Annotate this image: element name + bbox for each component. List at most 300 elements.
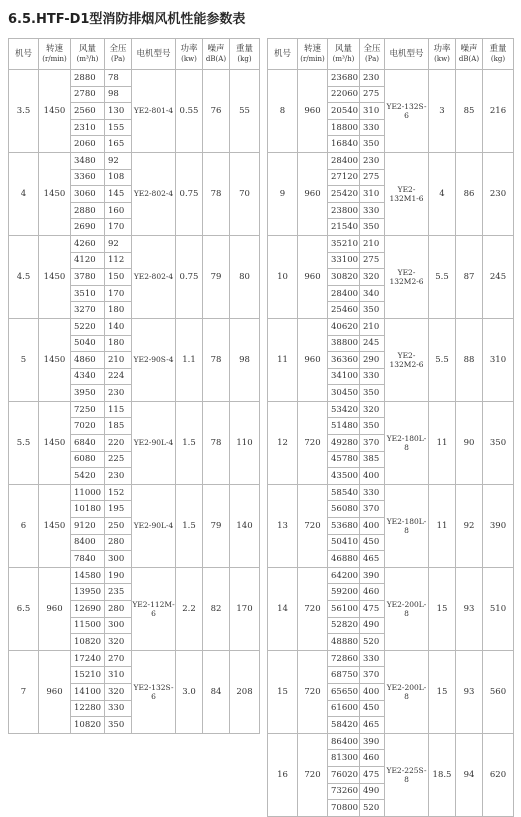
- header-unit: (kw): [181, 55, 197, 63]
- header-unit: (kw): [434, 55, 450, 63]
- power-cell: 5.5: [429, 235, 456, 318]
- fan-number: 6: [9, 484, 39, 567]
- fan-number: 11: [268, 318, 298, 401]
- noise-cell: 84: [203, 650, 230, 733]
- header-label: 风量: [78, 44, 96, 54]
- flow-cell: 56100: [328, 601, 360, 618]
- pressure-cell: 300: [105, 617, 132, 634]
- pressure-cell: 475: [360, 601, 385, 618]
- pressure-cell: 350: [105, 717, 132, 734]
- pressure-cell: 152: [105, 484, 132, 501]
- power-cell: 1.1: [176, 318, 203, 401]
- header-label: 全压: [109, 44, 127, 54]
- pressure-cell: 185: [105, 418, 132, 435]
- pressure-cell: 130: [105, 103, 132, 120]
- power-cell: 11: [429, 484, 456, 567]
- header-label: 重量: [235, 44, 253, 54]
- header-row: [268, 39, 514, 70]
- table-row: [268, 401, 514, 418]
- flow-cell: 48880: [328, 634, 360, 651]
- speed-cell: 960: [298, 152, 328, 235]
- flow-cell: 2310: [71, 119, 105, 136]
- pressure-cell: 150: [105, 269, 132, 286]
- speed-cell: 960: [39, 650, 71, 733]
- pressure-cell: 330: [360, 650, 385, 667]
- table-row: [268, 70, 514, 87]
- fan-number: 6.5: [9, 567, 39, 650]
- flow-cell: 33100: [328, 252, 360, 269]
- flow-cell: 53420: [328, 401, 360, 418]
- speed-cell: 720: [298, 650, 328, 733]
- pressure-cell: 275: [360, 169, 385, 186]
- flow-cell: 12690: [71, 601, 105, 618]
- pressure-cell: 220: [105, 435, 132, 452]
- flow-cell: 65650: [328, 683, 360, 700]
- flow-cell: 2060: [71, 136, 105, 153]
- flow-cell: 6840: [71, 435, 105, 452]
- pressure-cell: 230: [105, 385, 132, 402]
- noise-cell: 76: [203, 70, 230, 153]
- power-cell: 18.5: [429, 733, 456, 816]
- pressure-cell: 350: [360, 302, 385, 319]
- flow-cell: 4260: [71, 235, 105, 252]
- weight-cell: 230: [483, 152, 514, 235]
- header-noise: [456, 39, 483, 70]
- flow-cell: 18800: [328, 119, 360, 136]
- motor-model: YE2-225S-8: [385, 733, 429, 816]
- pressure-cell: 490: [360, 617, 385, 634]
- weight-cell: 216: [483, 70, 514, 153]
- table-row: [9, 650, 260, 667]
- flow-cell: 11500: [71, 617, 105, 634]
- header-label: 电机型号: [389, 49, 424, 59]
- pressure-cell: 330: [360, 119, 385, 136]
- flow-cell: 86400: [328, 733, 360, 750]
- pressure-cell: 165: [105, 136, 132, 153]
- pressure-cell: 275: [360, 86, 385, 103]
- power-cell: 1.5: [176, 401, 203, 484]
- table-row: [9, 401, 260, 418]
- header-motor: [132, 39, 176, 70]
- flow-cell: 3270: [71, 302, 105, 319]
- pressure-cell: 92: [105, 152, 132, 169]
- flow-cell: 14100: [71, 683, 105, 700]
- header-unit: (Pa): [364, 55, 380, 63]
- pressure-cell: 250: [105, 518, 132, 535]
- speed-cell: 1450: [39, 401, 71, 484]
- motor-model: YE2-132M1-6: [385, 152, 429, 235]
- flow-cell: 59200: [328, 584, 360, 601]
- weight-cell: 170: [230, 567, 260, 650]
- pressure-cell: 170: [105, 285, 132, 302]
- flow-cell: 28400: [328, 285, 360, 302]
- motor-model: YE2-132S-6: [132, 650, 176, 733]
- flow-cell: 52820: [328, 617, 360, 634]
- motor-model: YE2-132S-6: [385, 70, 429, 153]
- flow-cell: 17240: [71, 650, 105, 667]
- noise-cell: 92: [456, 484, 483, 567]
- header-flow: [328, 39, 360, 70]
- flow-cell: 45780: [328, 451, 360, 468]
- header-pressure: [105, 39, 132, 70]
- flow-cell: 38800: [328, 335, 360, 352]
- speed-cell: 1450: [39, 484, 71, 567]
- header-no: [9, 39, 39, 70]
- fan-number: 3.5: [9, 70, 39, 153]
- table-row: [268, 650, 514, 667]
- flow-cell: 3950: [71, 385, 105, 402]
- flow-cell: 2780: [71, 86, 105, 103]
- noise-cell: 87: [456, 235, 483, 318]
- power-cell: 11: [429, 401, 456, 484]
- pressure-cell: 370: [360, 435, 385, 452]
- flow-cell: 73260: [328, 783, 360, 800]
- flow-cell: 76020: [328, 766, 360, 783]
- weight-cell: 620: [483, 733, 514, 816]
- weight-cell: 110: [230, 401, 260, 484]
- fan-number: 5.5: [9, 401, 39, 484]
- header-unit: dB(A): [458, 55, 480, 63]
- fan-number: 5: [9, 318, 39, 401]
- motor-model: YE2-802-4: [132, 235, 176, 318]
- header-noise: [203, 39, 230, 70]
- header-label: 风量: [334, 44, 352, 54]
- flow-cell: 7020: [71, 418, 105, 435]
- speed-cell: 960: [39, 567, 71, 650]
- flow-cell: 4340: [71, 368, 105, 385]
- flow-cell: 51480: [328, 418, 360, 435]
- flow-cell: 3360: [71, 169, 105, 186]
- flow-cell: 5420: [71, 468, 105, 485]
- flow-cell: 23680: [328, 70, 360, 87]
- flow-cell: 4120: [71, 252, 105, 269]
- flow-cell: 5220: [71, 318, 105, 335]
- flow-cell: 5040: [71, 335, 105, 352]
- pressure-cell: 230: [360, 152, 385, 169]
- flow-cell: 20540: [328, 103, 360, 120]
- header-unit: dB(A): [205, 55, 227, 63]
- pressure-cell: 460: [360, 750, 385, 767]
- noise-cell: 78: [203, 152, 230, 235]
- fan-number: 15: [268, 650, 298, 733]
- spec-table-right: [267, 38, 514, 817]
- table-row: [9, 152, 260, 169]
- pressure-cell: 320: [105, 683, 132, 700]
- pressure-cell: 320: [360, 269, 385, 286]
- flow-cell: 68750: [328, 667, 360, 684]
- noise-cell: 78: [203, 318, 230, 401]
- pressure-cell: 320: [105, 634, 132, 651]
- flow-cell: 30450: [328, 385, 360, 402]
- pressure-cell: 310: [360, 186, 385, 203]
- pressure-cell: 230: [360, 70, 385, 87]
- pressure-cell: 280: [105, 601, 132, 618]
- fan-number: 8: [268, 70, 298, 153]
- pressure-cell: 210: [360, 318, 385, 335]
- flow-cell: 28400: [328, 152, 360, 169]
- fan-number: 12: [268, 401, 298, 484]
- pressure-cell: 78: [105, 70, 132, 87]
- table-row: [268, 318, 514, 335]
- flow-cell: 40620: [328, 318, 360, 335]
- noise-cell: 86: [456, 152, 483, 235]
- header-power: [429, 39, 456, 70]
- weight-cell: 208: [230, 650, 260, 733]
- speed-cell: 960: [298, 318, 328, 401]
- pressure-cell: 330: [360, 202, 385, 219]
- fan-number: 7: [9, 650, 39, 733]
- speed-cell: 1450: [39, 70, 71, 153]
- header-label: 机号: [273, 49, 291, 59]
- weight-cell: 350: [483, 401, 514, 484]
- flow-cell: 58420: [328, 717, 360, 734]
- motor-model: YE2-801-4: [132, 70, 176, 153]
- table-row: [9, 567, 260, 584]
- pressure-cell: 350: [360, 418, 385, 435]
- fan-number: 13: [268, 484, 298, 567]
- power-cell: 1.5: [176, 484, 203, 567]
- pressure-cell: 300: [105, 551, 132, 568]
- header-label: 噪声: [460, 44, 478, 54]
- pressure-cell: 230: [105, 468, 132, 485]
- pressure-cell: 465: [360, 551, 385, 568]
- pressure-cell: 330: [360, 484, 385, 501]
- pressure-cell: 170: [105, 219, 132, 236]
- motor-model: YE2-90L-4: [132, 484, 176, 567]
- noise-cell: 78: [203, 401, 230, 484]
- flow-cell: 14580: [71, 567, 105, 584]
- pressure-cell: 275: [360, 252, 385, 269]
- flow-cell: 56080: [328, 501, 360, 518]
- table-row: [268, 733, 514, 750]
- motor-model: YE2-802-4: [132, 152, 176, 235]
- pressure-cell: 235: [105, 584, 132, 601]
- header-unit: (kg): [237, 55, 252, 63]
- fan-number: 10: [268, 235, 298, 318]
- header-speed: [39, 39, 71, 70]
- flow-cell: 9120: [71, 518, 105, 535]
- header-pressure: [360, 39, 385, 70]
- flow-cell: 2560: [71, 103, 105, 120]
- flow-cell: 34100: [328, 368, 360, 385]
- pressure-cell: 224: [105, 368, 132, 385]
- header-label: 全压: [363, 44, 381, 54]
- pressure-cell: 112: [105, 252, 132, 269]
- header-label: 转速: [45, 44, 63, 54]
- noise-cell: 79: [203, 235, 230, 318]
- speed-cell: 720: [298, 567, 328, 650]
- pressure-cell: 400: [360, 468, 385, 485]
- flow-cell: 22060: [328, 86, 360, 103]
- flow-cell: 35210: [328, 235, 360, 252]
- flow-cell: 43500: [328, 468, 360, 485]
- power-cell: 0.55: [176, 70, 203, 153]
- pressure-cell: 155: [105, 119, 132, 136]
- table-row: [268, 567, 514, 584]
- noise-cell: 82: [203, 567, 230, 650]
- speed-cell: 720: [298, 733, 328, 816]
- flow-cell: 64200: [328, 567, 360, 584]
- fan-number: 14: [268, 567, 298, 650]
- fan-number: 16: [268, 733, 298, 816]
- flow-cell: 11000: [71, 484, 105, 501]
- pressure-cell: 450: [360, 534, 385, 551]
- flow-cell: 30820: [328, 269, 360, 286]
- flow-cell: 72860: [328, 650, 360, 667]
- motor-model: YE2-200L-8: [385, 650, 429, 733]
- pressure-cell: 350: [360, 219, 385, 236]
- speed-cell: 1450: [39, 235, 71, 318]
- noise-cell: 94: [456, 733, 483, 816]
- speed-cell: 1450: [39, 318, 71, 401]
- noise-cell: 93: [456, 650, 483, 733]
- flow-cell: 21540: [328, 219, 360, 236]
- power-cell: 0.75: [176, 152, 203, 235]
- pressure-cell: 385: [360, 451, 385, 468]
- noise-cell: 88: [456, 318, 483, 401]
- header-unit: (Pa): [110, 55, 126, 63]
- flow-cell: 2690: [71, 219, 105, 236]
- pressure-cell: 280: [105, 534, 132, 551]
- power-cell: 2.2: [176, 567, 203, 650]
- header-label: 功率: [180, 44, 198, 54]
- table-row: [9, 484, 260, 501]
- power-cell: 0.75: [176, 235, 203, 318]
- flow-cell: 2880: [71, 202, 105, 219]
- motor-model: YE2-200L-8: [385, 567, 429, 650]
- weight-cell: 98: [230, 318, 260, 401]
- header-unit: (kg): [490, 55, 506, 63]
- flow-cell: 10820: [71, 634, 105, 651]
- pressure-cell: 370: [360, 667, 385, 684]
- pressure-cell: 195: [105, 501, 132, 518]
- flow-cell: 50410: [328, 534, 360, 551]
- pressure-cell: 330: [105, 700, 132, 717]
- motor-model: YE2-112M-6: [132, 567, 176, 650]
- noise-cell: 90: [456, 401, 483, 484]
- pressure-cell: 310: [360, 103, 385, 120]
- weight-cell: 560: [483, 650, 514, 733]
- flow-cell: 27120: [328, 169, 360, 186]
- pressure-cell: 115: [105, 401, 132, 418]
- flow-cell: 2880: [71, 70, 105, 87]
- power-cell: 15: [429, 567, 456, 650]
- pressure-cell: 520: [360, 800, 385, 817]
- weight-cell: 70: [230, 152, 260, 235]
- table-row: [9, 318, 260, 335]
- header-motor: [385, 39, 429, 70]
- fan-number: 4: [9, 152, 39, 235]
- flow-cell: 70800: [328, 800, 360, 817]
- flow-cell: 6080: [71, 451, 105, 468]
- speed-cell: 960: [298, 70, 328, 153]
- flow-cell: 4860: [71, 352, 105, 369]
- flow-cell: 16840: [328, 136, 360, 153]
- motor-model: YE2-132M2-6: [385, 318, 429, 401]
- header-unit: (r/min): [300, 55, 325, 63]
- header-label: 重量: [489, 44, 507, 54]
- pressure-cell: 400: [360, 683, 385, 700]
- header-label: 机号: [14, 49, 32, 59]
- pressure-cell: 108: [105, 169, 132, 186]
- noise-cell: 93: [456, 567, 483, 650]
- pressure-cell: 390: [360, 733, 385, 750]
- speed-cell: 720: [298, 484, 328, 567]
- header-label: 功率: [433, 44, 451, 54]
- flow-cell: 12280: [71, 700, 105, 717]
- pressure-cell: 290: [360, 352, 385, 369]
- weight-cell: 310: [483, 318, 514, 401]
- pressure-cell: 475: [360, 766, 385, 783]
- weight-cell: 245: [483, 235, 514, 318]
- table-row: [268, 484, 514, 501]
- flow-cell: 36360: [328, 352, 360, 369]
- flow-cell: 3510: [71, 285, 105, 302]
- fan-number: 9: [268, 152, 298, 235]
- flow-cell: 8400: [71, 534, 105, 551]
- pressure-cell: 92: [105, 235, 132, 252]
- flow-cell: 10820: [71, 717, 105, 734]
- pressure-cell: 390: [360, 567, 385, 584]
- table-row: [268, 152, 514, 169]
- pressure-cell: 210: [360, 235, 385, 252]
- pressure-cell: 225: [105, 451, 132, 468]
- power-cell: 15: [429, 650, 456, 733]
- flow-cell: 13950: [71, 584, 105, 601]
- flow-cell: 58540: [328, 484, 360, 501]
- pressure-cell: 320: [360, 401, 385, 418]
- pressure-cell: 180: [105, 302, 132, 319]
- flow-cell: 25420: [328, 186, 360, 203]
- power-cell: 5.5: [429, 318, 456, 401]
- pressure-cell: 460: [360, 584, 385, 601]
- flow-cell: 61600: [328, 700, 360, 717]
- pressure-cell: 450: [360, 700, 385, 717]
- motor-model: YE2-132M2-6: [385, 235, 429, 318]
- flow-cell: 3480: [71, 152, 105, 169]
- motor-model: YE2-180L-8: [385, 484, 429, 567]
- flow-cell: 46880: [328, 551, 360, 568]
- table-row: [9, 70, 260, 87]
- header-unit: (r/min): [42, 55, 67, 63]
- pressure-cell: 350: [360, 136, 385, 153]
- noise-cell: 79: [203, 484, 230, 567]
- power-cell: 4: [429, 152, 456, 235]
- pressure-cell: 330: [360, 368, 385, 385]
- pressure-cell: 145: [105, 186, 132, 203]
- speed-cell: 960: [298, 235, 328, 318]
- flow-cell: 7840: [71, 551, 105, 568]
- header-flow: [71, 39, 105, 70]
- pressure-cell: 310: [105, 667, 132, 684]
- page-title: 6.5.HTF-D1型消防排烟风机性能参数表: [8, 12, 246, 27]
- pressure-cell: 370: [360, 501, 385, 518]
- speed-cell: 720: [298, 401, 328, 484]
- header-speed: [298, 39, 328, 70]
- power-cell: 3: [429, 70, 456, 153]
- header-label: 电机型号: [136, 49, 171, 59]
- pressure-cell: 190: [105, 567, 132, 584]
- motor-model: YE2-90S-4: [132, 318, 176, 401]
- flow-cell: 23800: [328, 202, 360, 219]
- flow-cell: 10180: [71, 501, 105, 518]
- flow-cell: 15210: [71, 667, 105, 684]
- header-unit: (m³/h): [76, 55, 99, 63]
- flow-cell: 3780: [71, 269, 105, 286]
- pressure-cell: 465: [360, 717, 385, 734]
- table-row: [268, 235, 514, 252]
- motor-model: YE2-180L-8: [385, 401, 429, 484]
